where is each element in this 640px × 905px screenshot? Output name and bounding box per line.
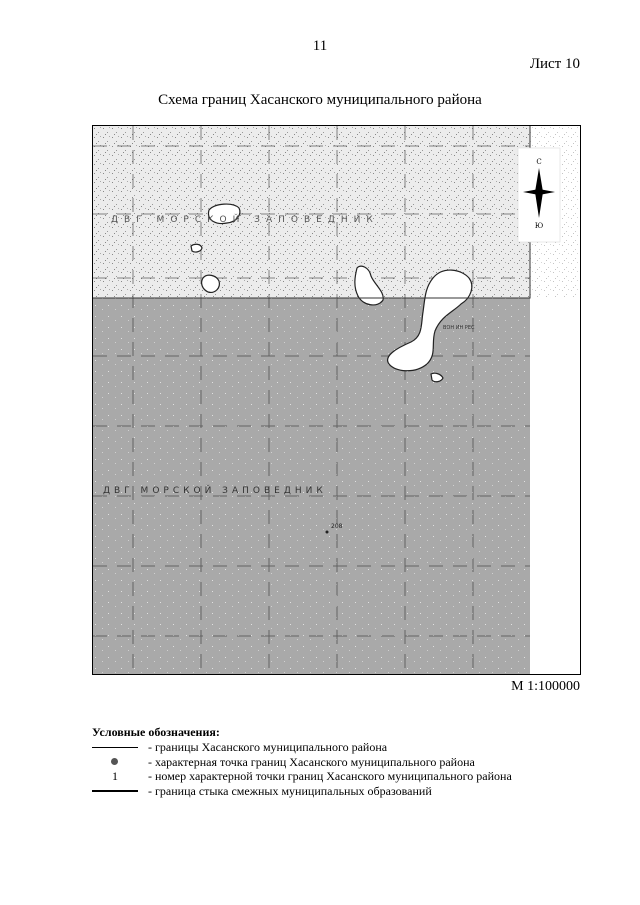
legend-dot-symbol	[92, 755, 138, 769]
legend-thick-line-symbol	[92, 784, 138, 798]
map-title: Схема границ Хасанского муниципального района	[158, 92, 482, 108]
point-label: 208	[331, 523, 343, 530]
map-frame[interactable]	[92, 125, 581, 675]
legend-item-text: - характерная точка границ Хасанского муниципального района	[148, 755, 475, 769]
compass-north-label: С	[536, 158, 542, 166]
island-3	[202, 275, 220, 292]
map-scale: М 1:100000	[511, 679, 580, 694]
sheet-label: Лист 10	[529, 56, 580, 72]
point-marker	[326, 531, 329, 534]
compass-rose	[518, 148, 560, 242]
legend-thin-line-symbol	[92, 740, 138, 754]
legend-item-text: - номер характерной точки границ Хасанского муниципального района	[148, 769, 512, 783]
map-canvas[interactable]	[93, 126, 581, 675]
island-label: ВОН ИН РЕС	[443, 325, 475, 331]
legend-title: Условные обозначения:	[92, 725, 220, 739]
compass-south-label: Ю	[534, 222, 544, 230]
island-2	[191, 244, 202, 252]
legend-item-text: - граница стыка смежных муниципальных образований	[148, 784, 432, 798]
reserve-label-lower: ДВГ МОРСКОЙ ЗАПОВЕДНИК	[103, 486, 327, 496]
legend-item-text: - границы Хасанского муниципального района	[148, 740, 388, 754]
reserve-label-upper: ДВГ МОРСКОЙ ЗАПОВЕДНИК	[111, 215, 379, 225]
page-number: 11	[312, 38, 328, 54]
legend-number-symbol: 1	[112, 769, 118, 783]
